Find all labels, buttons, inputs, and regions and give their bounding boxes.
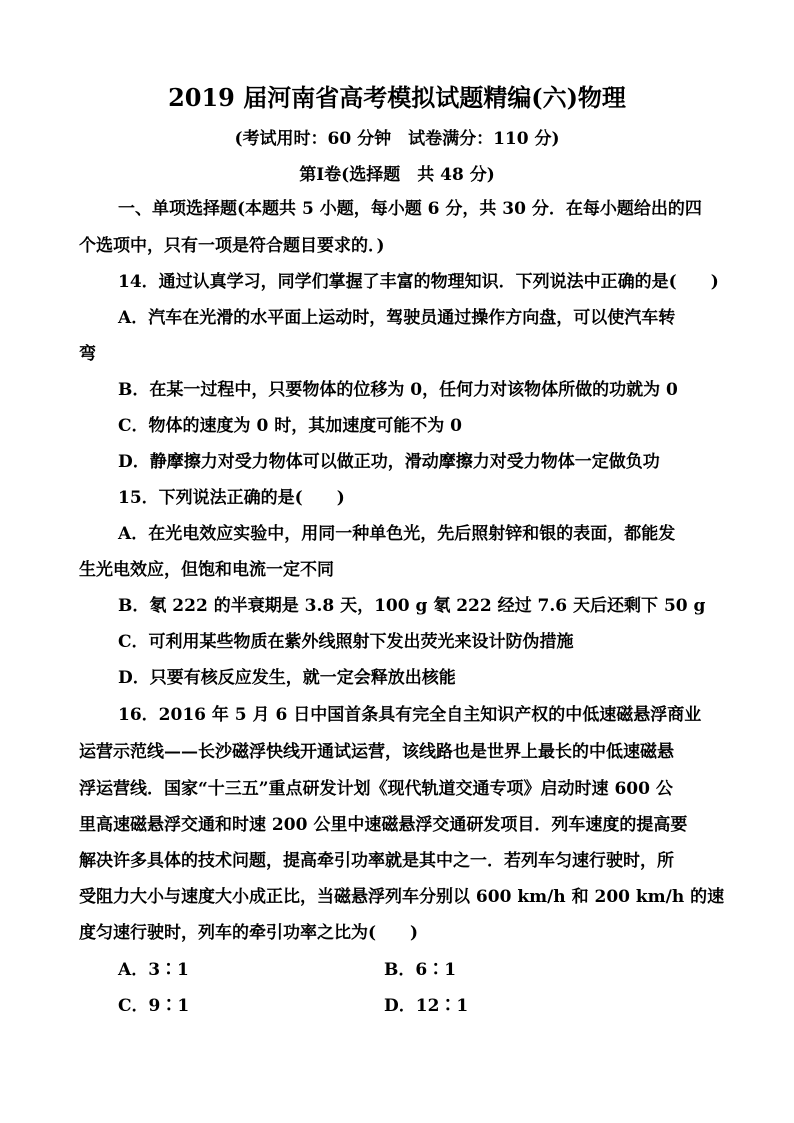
q15-option-d: D．只要有核反应发生，就一定会释放出核能 bbox=[118, 668, 456, 688]
q16-stem-line-6: 受阻力大小与速度大小成正比，当磁悬浮列车分别以 600 km/h 和 200 km/h 的速 bbox=[79, 887, 725, 907]
q14-option-d: D．静摩擦力对受力物体可以做正功，滑动摩擦力对受力物体一定做负功 bbox=[118, 452, 660, 472]
q14-option-a-cont: 弯 bbox=[79, 344, 96, 364]
q15-option-b: B．氡 222 的半衰期是 3.8 天，100 g 氡 222 经过 7.6 天后还剩下 50 g bbox=[118, 596, 706, 616]
q16-stem-line-4: 里高速磁悬浮交通和时速 200 公里中速磁悬浮交通研发项目．列车速度的提高要 bbox=[79, 815, 688, 835]
q14-option-c: C．物体的速度为 0 时，其加速度可能不为 0 bbox=[118, 416, 462, 436]
q14-option-a: A．汽车在光滑的水平面上运动时，驾驶员通过操作方向盘，可以使汽车转 bbox=[118, 308, 676, 328]
q16-option-a: A．3∶1 bbox=[118, 960, 189, 980]
exam-info: (考试用时：60 分钟 试卷满分：110 分) bbox=[234, 129, 560, 149]
q14-stem: 14．通过认真学习，同学们掌握了丰富的物理知识．下列说法中正确的是( ) bbox=[118, 272, 719, 292]
q16-option-b: B．6∶1 bbox=[384, 960, 457, 980]
q16-stem-line-3: 浮运营线．国家“十三五”重点研发计划《现代轨道交通专项》启动时速 600 公 bbox=[79, 779, 673, 799]
q15-stem: 15．下列说法正确的是( ) bbox=[118, 488, 345, 508]
q16-stem-line-5: 解决许多具体的技术问题，提高牵引功率就是其中之一．若列车匀速行驶时，所 bbox=[79, 851, 674, 871]
q15-option-c: C．可利用某些物质在紫外线照射下发出荧光来设计防伪措施 bbox=[118, 632, 574, 652]
q16-option-c: C．9∶1 bbox=[118, 996, 190, 1016]
q15-option-a: A．在光电效应实验中，用同一种单色光，先后照射锌和银的表面，都能发 bbox=[118, 524, 676, 544]
q14-option-b: B．在某一过程中，只要物体的位移为 0，任何力对该物体所做的功就为 0 bbox=[118, 380, 678, 400]
q16-option-d: D．12∶1 bbox=[384, 996, 469, 1016]
instructions-line-1: 一、单项选择题(本题共 5 小题，每小题 6 分，共 30 分．在每小题给出的四 bbox=[118, 199, 702, 219]
section-heading: 第Ⅰ卷(选择题 共 48 分) bbox=[299, 165, 495, 185]
instructions-line-2: 个选项中，只有一项是符合题目要求的．) bbox=[79, 236, 385, 256]
q15-option-a-cont: 生光电效应，但饱和电流一定不同 bbox=[79, 560, 334, 580]
page-title: 2019 届河南省高考模拟试题精编(六)物理 bbox=[168, 83, 626, 112]
q16-stem-line-1: 16．2016 年 5 月 6 日中国首条具有完全自主知识产权的中低速磁悬浮商业 bbox=[118, 705, 702, 725]
q16-stem-line-2: 运营示范线——长沙磁浮快线开通试运营，该线路也是世界上最长的中低速磁悬 bbox=[79, 742, 674, 762]
q16-stem-line-7: 度匀速行驶时，列车的牵引功率之比为( ) bbox=[79, 923, 419, 943]
